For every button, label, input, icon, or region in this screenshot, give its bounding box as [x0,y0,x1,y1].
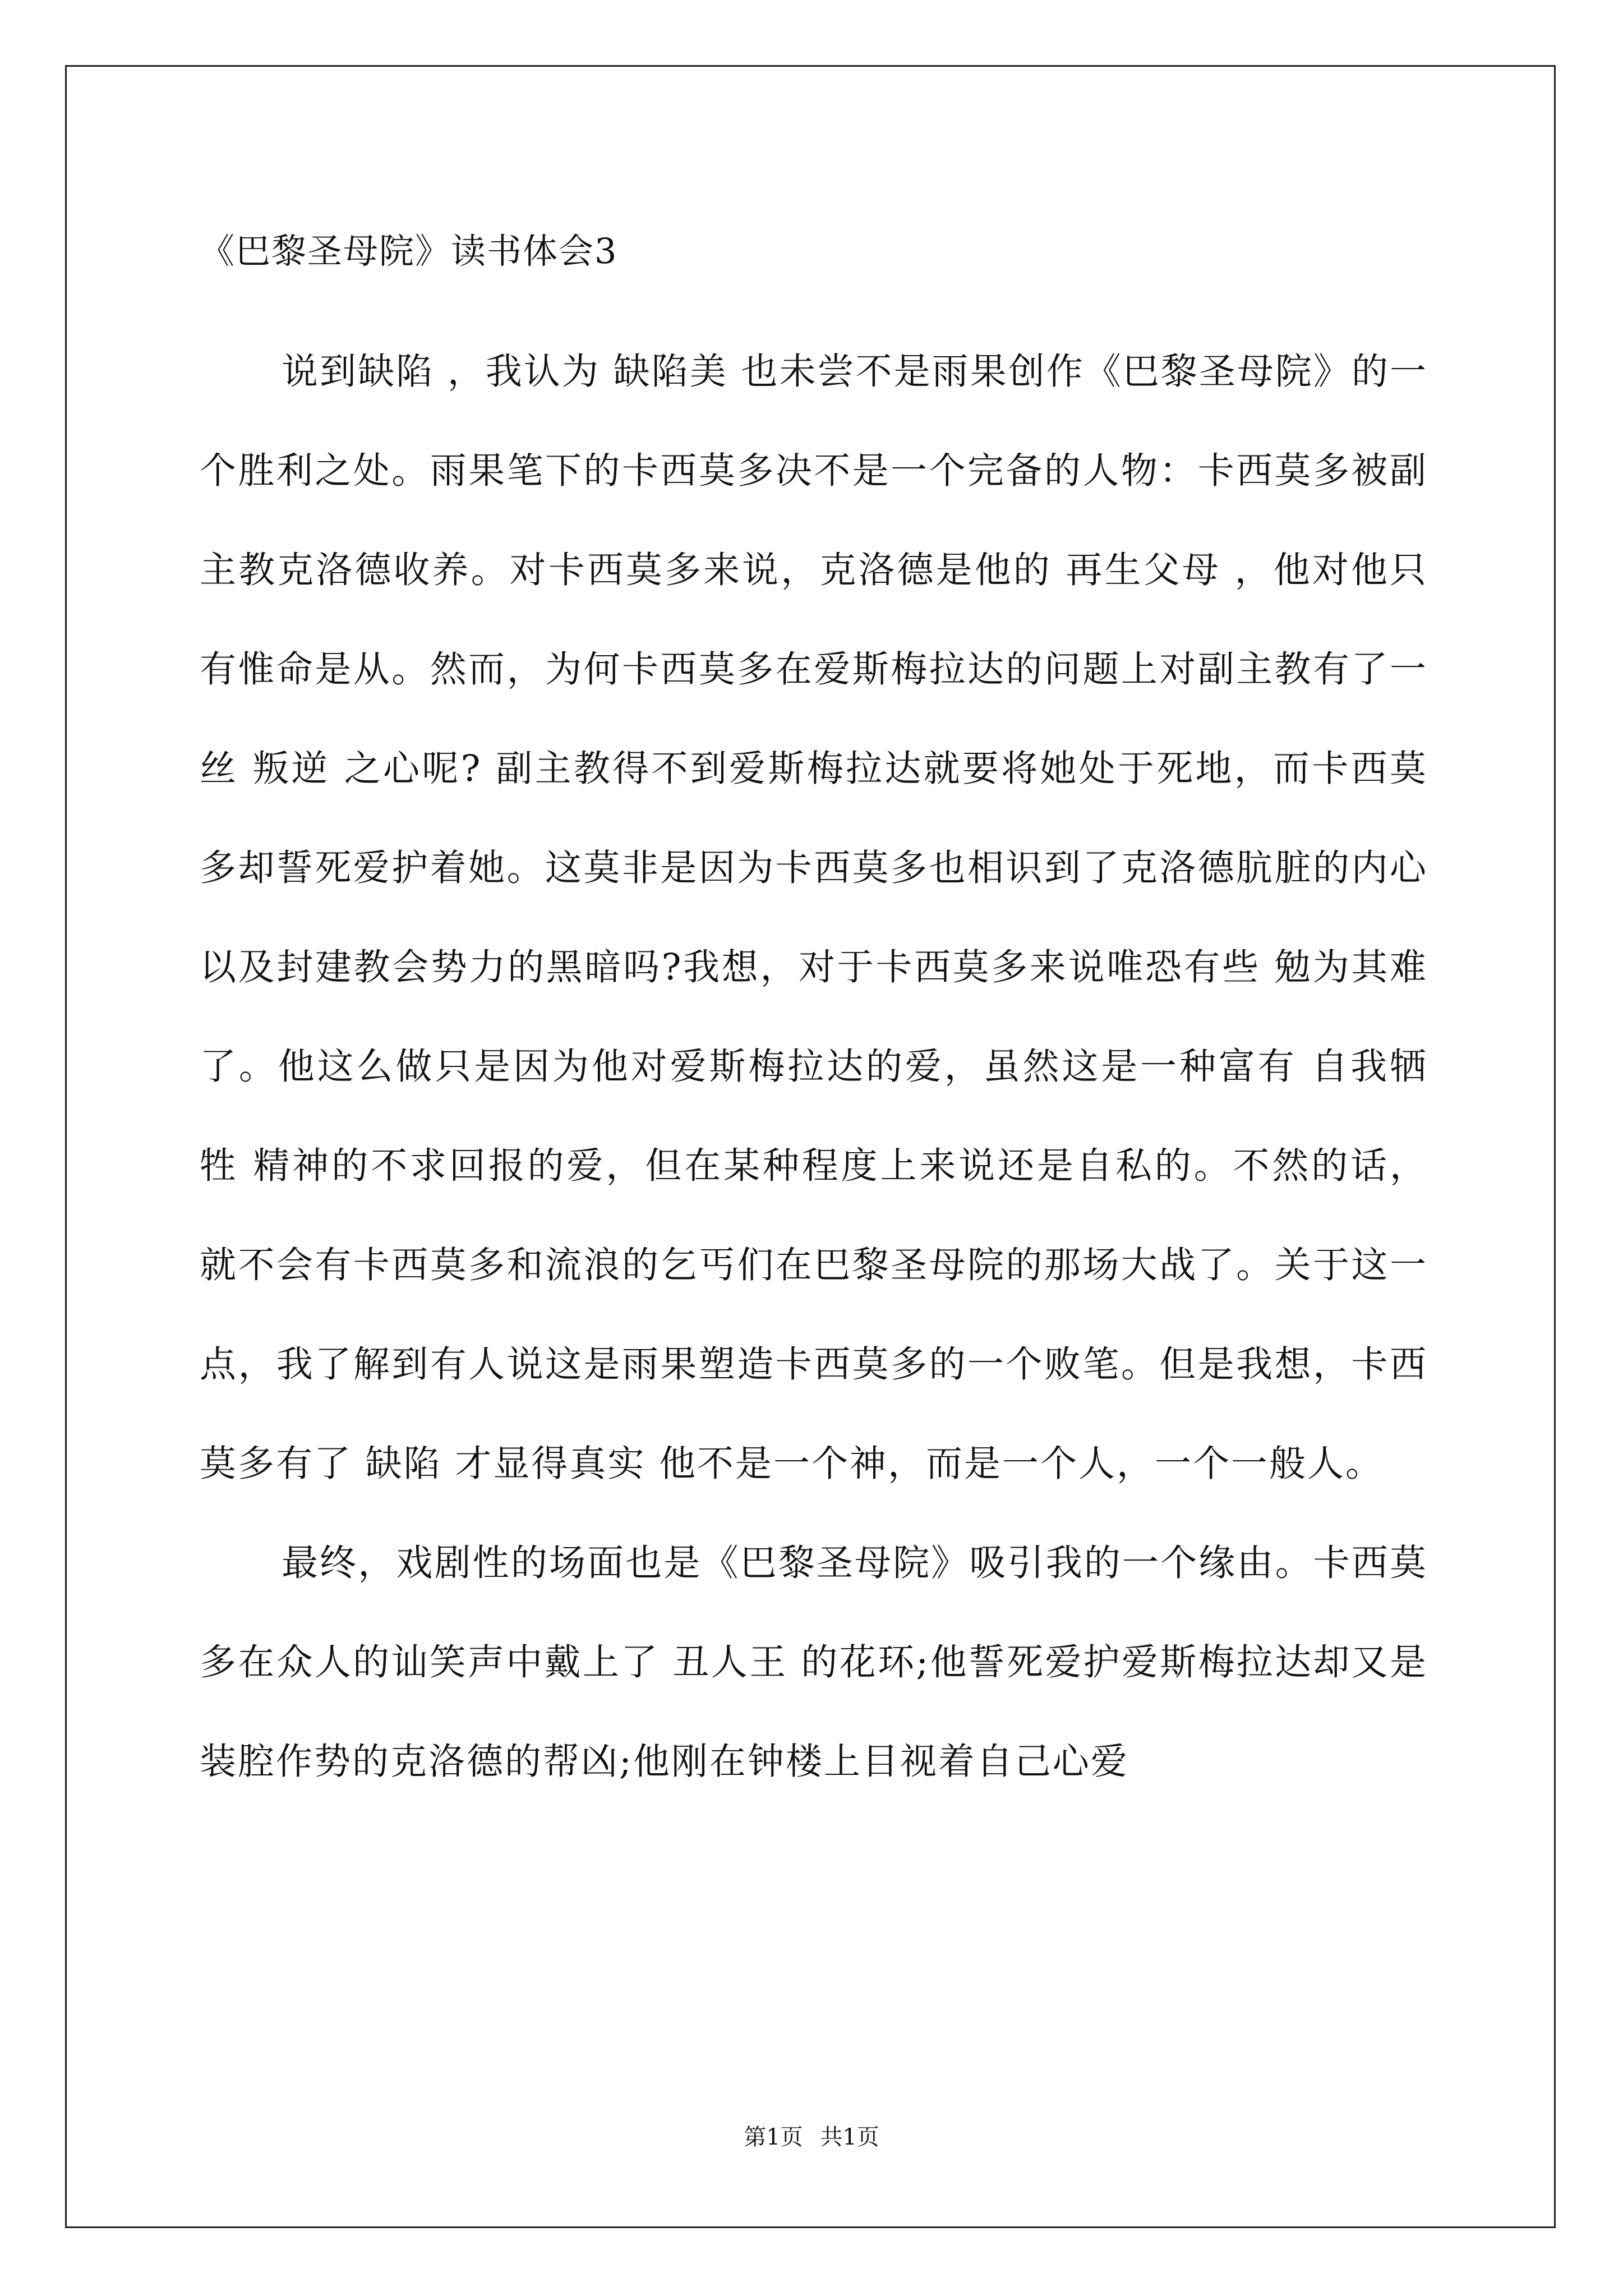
paragraph-2: 最终，戏剧性的场面也是《巴黎圣母院》吸引我的一个缘由。卡西莫多在众人的讪笑声中戴上了 丑人王 的花环;他誓死爱护爱斯梅拉达却又是装腔作势的克洛德的帮凶;他刚在钟楼上目视着自己心爱 [200,1542,1428,1783]
paragraph-1: 说到缺陷 ，我认为 缺陷美 也未尝不是雨果创作《巴黎圣母院》的一个胜利之处。雨果笔下的卡西莫多决不是一个完备的人物：卡西莫多被副主教克洛德收养。对卡西莫多来说，克洛德是他的 再生父母 ，他对他只有惟命是从。然而，为何卡西莫多在爱斯梅拉达的问题上对副主教有了一丝 叛逆 之心呢? 副主教得不到爱斯梅拉达就要将她处于死地，而卡西莫多却誓死爱护着她。这莫非是因为卡西莫多也相识到了克洛德肮脏的内心以及封建教会势力的黑暗吗?我想，对于卡西莫多来说唯恐有些 勉为其难 了。他这么做只是因为他对爱斯梅拉达的爱，虽然这是一种富有 自我牺牲 精神的不求回报的爱，但在某种程度上来说还是自私的。不然的话，就不会有卡西莫多和流浪的乞丐们在巴黎圣母院的那场大战了。关于这一点，我了解到有人说这是雨果塑造卡西莫多的一个败笔。但是我想，卡西莫多有了 缺陷 才显得真实 他不是一个神，而是一个人，一个一般人。 [200,351,1428,1485]
page-number-footer: 第1页 共1页 [744,2124,879,2150]
document-title: 《巴黎圣母院》读书体会3 [200,231,618,272]
document-body [200,218,1428,1811]
